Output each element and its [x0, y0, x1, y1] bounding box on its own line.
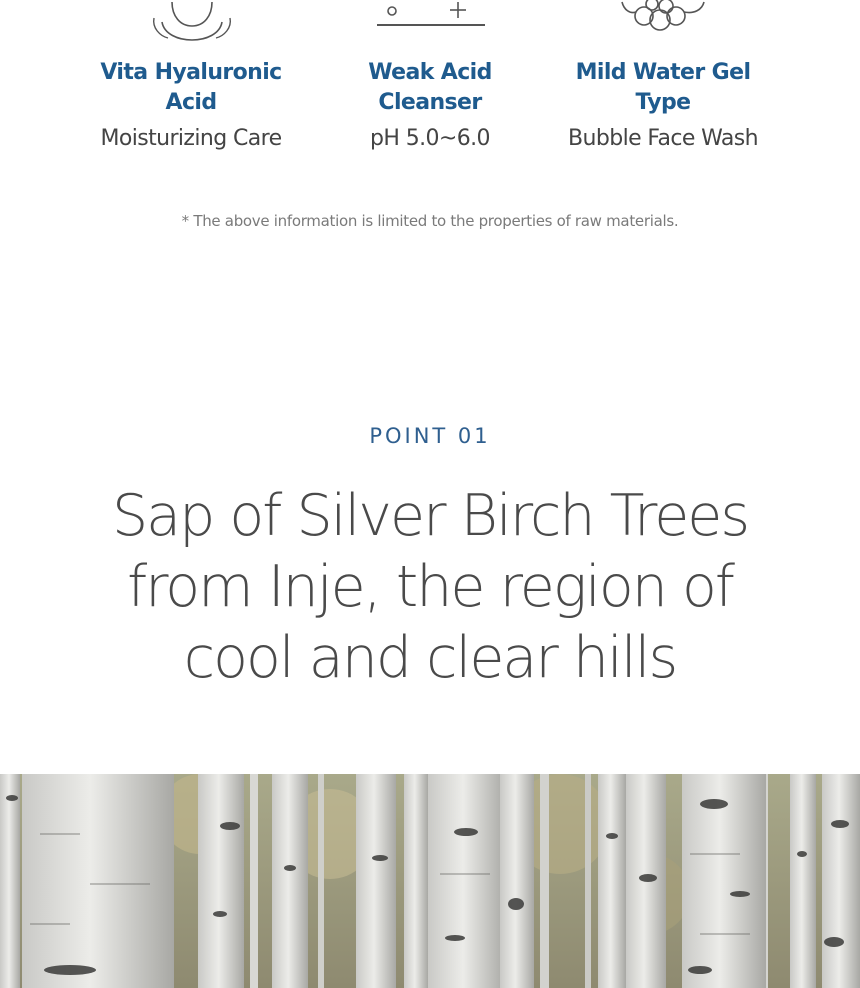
disclaimer-note: * The above information is limited to the properties of raw materials. [181, 212, 679, 230]
feature-subtitle: pH 5.0~6.0 [370, 126, 490, 151]
birch-forest-photo [0, 774, 860, 988]
feature-hyaluronic [71, 58, 311, 153]
feature-subtitle: Bubble Face Wash [568, 126, 758, 151]
feature-title: Weak Acid Cleanser [368, 60, 492, 115]
birch-forest-illustration [0, 774, 860, 988]
point-headline: Sap of Silver Birch Trees from Inje, the region of cool and clear hills [111, 483, 749, 691]
feature-title: Vita Hyaluronic Acid [100, 60, 282, 115]
bubbles-icon [618, 0, 710, 34]
feature-water-gel [543, 58, 783, 153]
feature-subtitle: Moisturizing Care [100, 126, 282, 151]
feature-weak-acid [310, 58, 550, 153]
point-label: POINT 01 [369, 424, 491, 448]
water-drop-ripple-icon [150, 0, 234, 44]
ph-scale-icon [374, 0, 488, 30]
feature-title: Mild Water Gel Type [575, 60, 751, 115]
